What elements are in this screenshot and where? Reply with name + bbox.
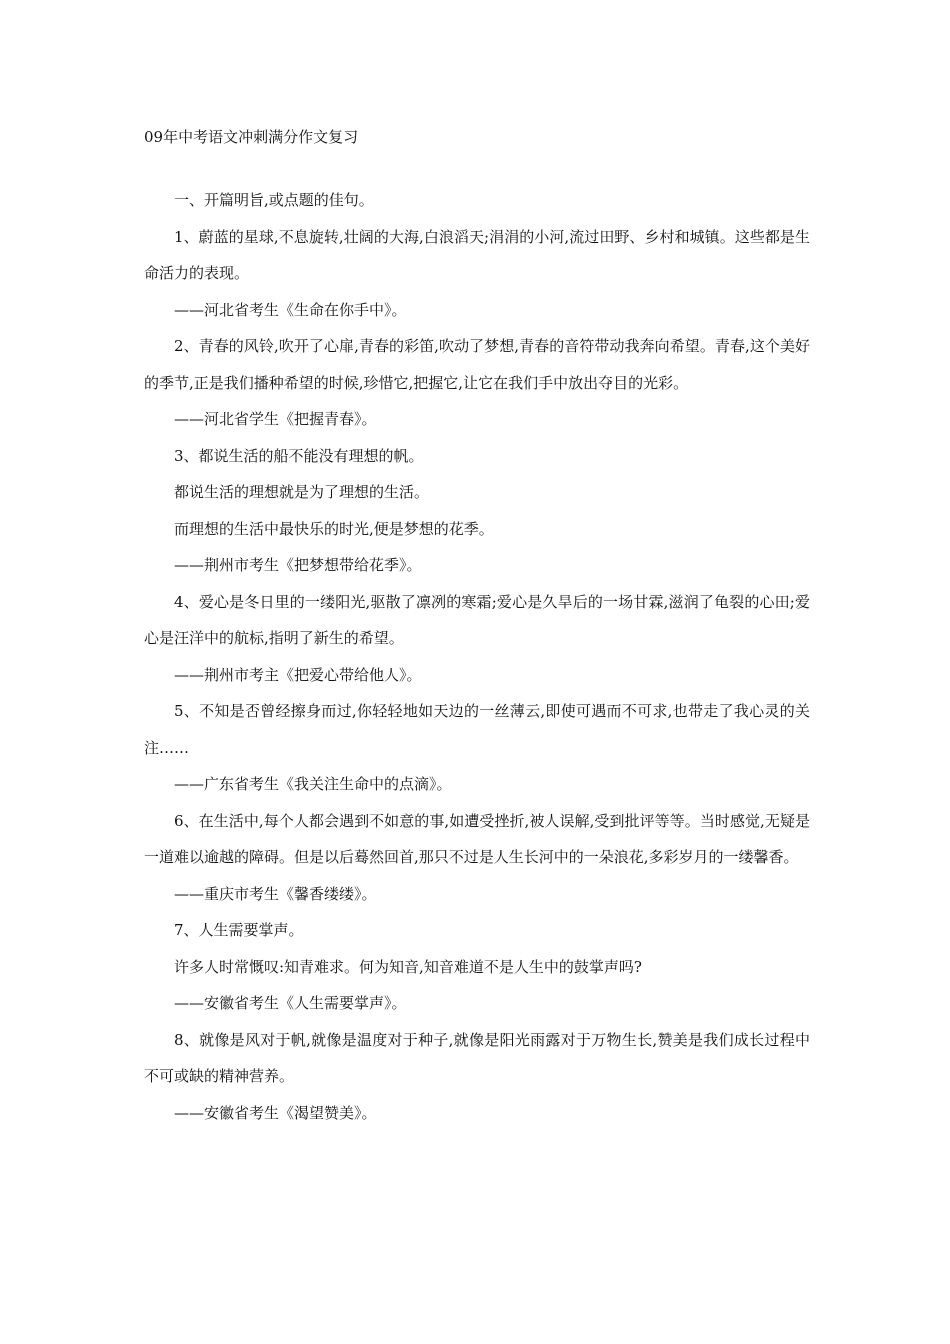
quote-paragraph: 都说生活的理想就是为了理想的生活。 (174, 483, 430, 501)
quote-paragraph: 而理想的生活中最快乐的时光,便是梦想的花季。 (174, 519, 494, 538)
quote-paragraph: 8、就像是风对于帆,就像是温度对于种子,就像是阳光雨露对于万物生长,赞美是我们成长过程中不可或缺的精神营养。 (144, 1030, 810, 1085)
section-heading: 一、开篇明旨,或点题的佳句。 (174, 191, 374, 209)
quote-paragraph: 6、在生活中,每个人都会遇到不如意的事,如遭受挫折,被人误解,受到批评等等。当时感觉,无疑是一道难以逾越的障碍。但是以后蓦然回首,那只不过是人生长河中的一朵浪花,多彩岁月的一缕馨香。 (144, 811, 810, 866)
quote-attribution: ——荆州市考生《把梦想带给花季》。 (174, 556, 422, 574)
quote-paragraph: 许多人时常慨叹:知青难求。何为知音,知音难道不是人生中的鼓掌声吗? (174, 957, 642, 976)
quote-attribution: ——安徽省考生《人生需要掌声》。 (174, 994, 407, 1012)
quote-paragraph: 7、人生需要掌声。 (174, 921, 304, 939)
quote-attribution: ——河北省考生《生命在你手中》。 (174, 300, 407, 319)
quote-attribution: ——安徽省考生《渴望赞美》。 (174, 1103, 377, 1122)
document-title: 09年中考语文冲刺满分作文复习 (144, 128, 359, 146)
document-body (144, 182, 810, 1131)
quote-attribution: ——河北省学生《把握青春》。 (174, 410, 377, 428)
quote-attribution: ——荆州市考主《把爱心带给他人》。 (174, 665, 422, 684)
quote-paragraph: 1、蔚蓝的星球,不息旋转,壮阔的大海,白浪滔天;涓涓的小河,流过田野、乡村和城镇。这些都是生命活力的表现。 (144, 227, 810, 282)
quote-paragraph: 5、不知是否曾经擦身而过,你轻轻地如天边的一丝薄云,即使可遇而不可求,也带走了我心灵的关注…… (144, 702, 810, 757)
quote-attribution: ——广东省考生《我关注生命中的点滴》。 (174, 775, 452, 793)
quote-attribution: ——重庆市考生《馨香缕缕》。 (174, 884, 377, 903)
quote-paragraph: 3、都说生活的船不能没有理想的帆。 (174, 446, 424, 465)
quote-paragraph: 2、青春的风铃,吹开了心扉,青春的彩笛,吹动了梦想,青春的音符带动我奔向希望。青春,这个美好的季节,正是我们播种希望的时候,珍惜它,把握它,让它在我们手中放出夺目的光彩。 (144, 337, 810, 392)
quote-paragraph: 4、爱心是冬日里的一缕阳光,驱散了凛冽的寒霜;爱心是久旱后的一场甘霖,滋润了龟裂的心田;爱心是汪洋中的航标,指明了新生的希望。 (144, 592, 810, 647)
